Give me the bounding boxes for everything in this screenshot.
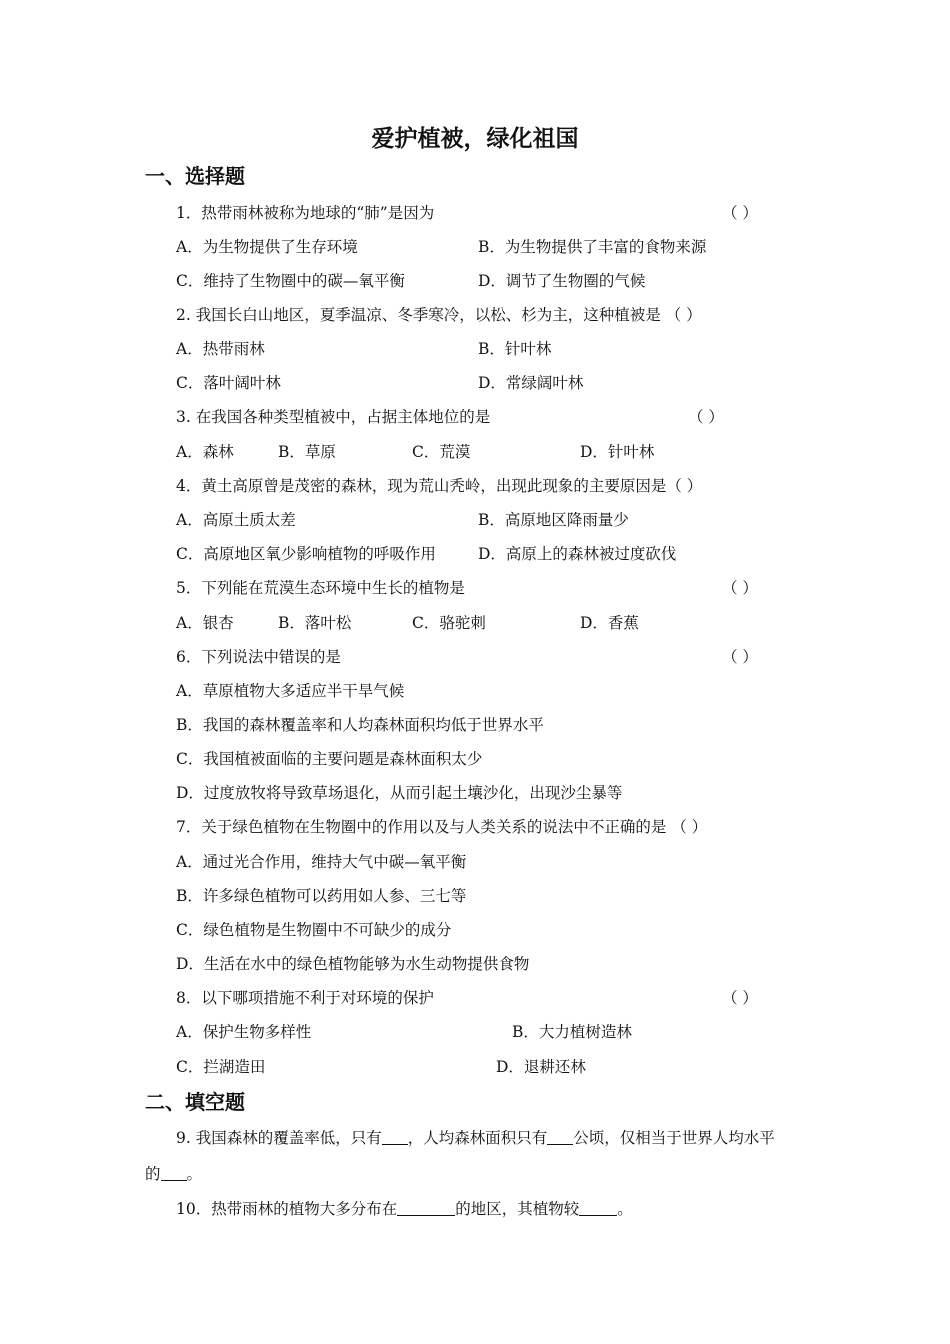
q5-option-b: B．落叶松: [278, 614, 352, 632]
q9-blank-1[interactable]: [382, 1129, 408, 1146]
q9-text-d: 的: [145, 1165, 161, 1183]
q5-answer-paren: （ ）: [722, 579, 758, 597]
q9-line-1: [176, 1126, 775, 1148]
q6-answer-paren: （ ）: [722, 648, 758, 666]
q1-option-b: B．为生物提供了丰富的食物来源: [478, 238, 707, 256]
q10-text-b: 的地区，其植物较: [455, 1200, 580, 1218]
q6-option-d: D．过度放牧将导致草场退化，从而引起土壤沙化，出现沙尘暴等: [176, 784, 623, 802]
q4-option-d: D．高原上的森林被过度砍伐: [478, 545, 677, 563]
q9-text-c: 公顷，仅相当于世界人均水平: [573, 1129, 775, 1147]
q7-stem: 7．关于绿色植物在生物圈中的作用以及与人类关系的说法中不正确的是 （ ）: [176, 818, 708, 836]
q3-answer-paren: （ ）: [688, 408, 724, 426]
q4-stem: 4．黄土高原曾是茂密的森林，现为荒山秃岭，出现此现象的主要原因是（ ）: [176, 477, 703, 495]
q3-stem: 3. 在我国各种类型植被中，占据主体地位的是: [176, 408, 491, 426]
q1-stem: 1．热带雨林被称为地球的“肺”是因为: [176, 204, 435, 222]
q5-option-a: A．银杏: [176, 614, 234, 632]
q8-answer-paren: （ ）: [722, 989, 758, 1007]
q6-option-c: C．我国植被面临的主要问题是森林面积太少: [176, 750, 483, 768]
q3-option-b: B．草原: [278, 443, 336, 461]
q10-blank-2[interactable]: [579, 1200, 617, 1217]
q8-option-b: B．大力植树造林: [512, 1023, 632, 1041]
q2-option-c: C．落叶阔叶林: [176, 374, 281, 392]
q8-option-a: A．保护生物多样性: [176, 1023, 312, 1041]
q7-option-d: D．生活在水中的绿色植物能够为水生动物提供食物: [176, 955, 530, 973]
q7-option-a: A．通过光合作用，维持大气中碳—氧平衡: [176, 853, 467, 871]
q4-option-b: B．高原地区降雨量少: [478, 511, 629, 529]
q3-option-c: C．荒漠: [412, 443, 471, 461]
q1-option-d: D．调节了生物圈的气候: [478, 272, 646, 290]
q3-option-a: A．森林: [176, 443, 234, 461]
q1-option-c: C．维持了生物圈中的碳—氧平衡: [176, 272, 405, 290]
q10-blank-1[interactable]: [397, 1200, 455, 1217]
q10-text-a: 10．热带雨林的植物大多分布在: [176, 1200, 398, 1218]
q2-option-d: D．常绿阔叶林: [478, 374, 584, 392]
q4-option-c: C．高原地区氧少影响植物的呼吸作用: [176, 545, 436, 563]
q1-option-a: A．为生物提供了生存环境: [176, 238, 358, 256]
q7-option-c: C．绿色植物是生物圈中不可缺少的成分: [176, 921, 452, 939]
section-fill-heading: 二、填空题: [145, 1090, 245, 1114]
q6-stem: 6．下列说法中错误的是: [176, 648, 341, 666]
q9-text-b: ，人均森林面积只有: [407, 1129, 548, 1147]
q2-option-b: B．针叶林: [478, 340, 552, 358]
q9-blank-2[interactable]: [547, 1129, 573, 1146]
q10-text-c: 。: [617, 1200, 633, 1218]
q3-option-d: D．针叶林: [580, 443, 655, 461]
q6-option-a: A．草原植物大多适应半干旱气候: [176, 682, 405, 700]
q8-stem: 8．以下哪项措施不利于对环境的保护: [176, 989, 434, 1007]
q7-option-b: B．许多绿色植物可以药用如人参、三七等: [176, 887, 467, 905]
q8-option-d: D．退耕还林: [496, 1058, 586, 1076]
q5-stem: 5．下列能在荒漠生态环境中生长的植物是: [176, 579, 465, 597]
q2-stem: 2. 我国长白山地区，夏季温凉、冬季寒冷，以松、杉为主，这种植被是 （ ）: [176, 306, 702, 324]
q10-line: [176, 1197, 633, 1219]
q9-text-e: 。: [186, 1165, 203, 1183]
q1-answer-paren: （ ）: [722, 204, 758, 222]
q5-option-c: C．骆驼刺: [412, 614, 486, 632]
q9-line-2: [145, 1162, 202, 1184]
q4-option-a: A．高原土质太差: [176, 511, 296, 529]
q8-option-c: C．拦湖造田: [176, 1058, 266, 1076]
q9-text-a: 9. 我国森林的覆盖率低，只有: [176, 1129, 382, 1147]
q5-option-d: D．香蕉: [580, 614, 639, 632]
q2-option-a: A．热带雨林: [176, 340, 265, 358]
page-title: 爱护植被，绿化祖国: [371, 126, 579, 152]
q6-option-b: B．我国的森林覆盖率和人均森林面积均低于世界水平: [176, 716, 544, 734]
q9-blank-3[interactable]: [161, 1165, 187, 1182]
section-choice-heading: 一、选择题: [145, 164, 245, 188]
